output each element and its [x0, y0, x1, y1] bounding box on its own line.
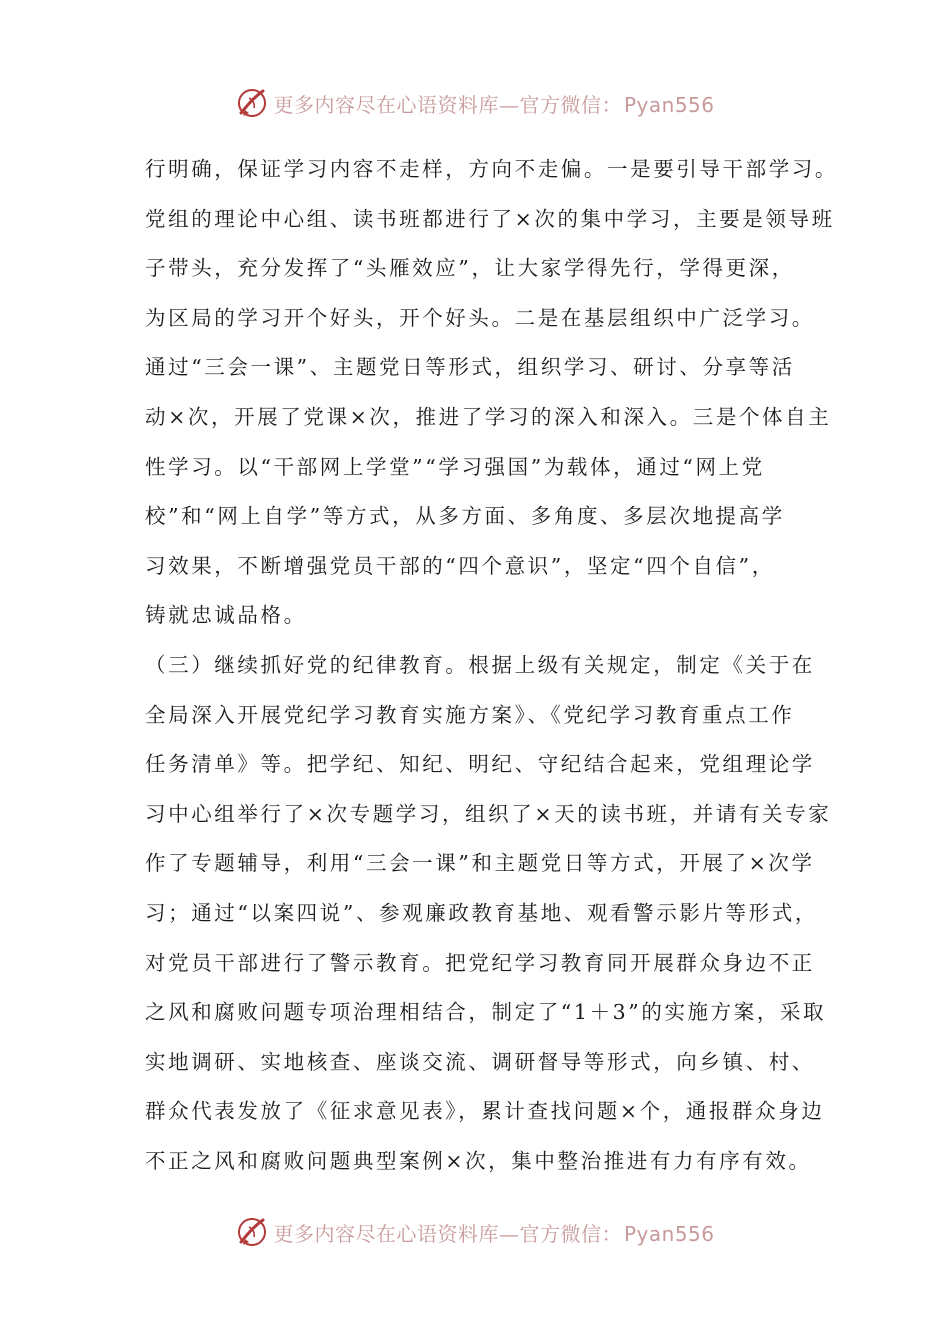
body-text-line: 铸就忠诚品格。 [145, 603, 307, 628]
watermark-text [273, 1218, 714, 1247]
header-watermark [0, 83, 950, 123]
body-text-line: 习中心组举行了×次专题学习，组织了×天的读书班，并请有关专家 [145, 801, 832, 826]
watermark-text [273, 89, 714, 118]
body-text-line: 实地调研、实地核查、座谈交流、调研督导等形式，向乡镇、村、 [145, 1049, 815, 1074]
body-text-line: 不正之风和腐败问题典型案例×次，集中整治推进有力有序有效。 [145, 1148, 812, 1173]
body-text-line: 为区局的学习开个好头，开个好头。二是在基层组织中广泛学习。 [145, 305, 815, 330]
body-text-line: 习；通过“以案四说”、参观廉政教育基地、观看警示影片等形式， [145, 900, 818, 925]
body-text-line: 子带头，充分发挥了“头雁效应”，让大家学得先行，学得更深， [145, 256, 795, 281]
pen-logo-icon [235, 86, 269, 120]
body-text-line: 校”和“网上自学”等方式，从多方面、多角度、多层次地提高学 [145, 504, 785, 529]
body-text-line: 党组的理论中心组、读书班都进行了×次的集中学习，主要是领导班 [145, 206, 835, 231]
body-text-line: 之风和腐败问题专项治理相结合，制定了“1＋3”的实施方案，采取 [145, 1000, 827, 1025]
footer-watermark [0, 1212, 950, 1252]
body-text-line: 习效果，不断增强党员干部的“四个意识”，坚定“四个自信”， [145, 553, 775, 578]
pen-logo-icon [235, 1215, 269, 1249]
body-text-line: 全局深入开展党纪学习教育实施方案》、《党纪学习教育重点工作 [145, 702, 795, 727]
body-text-line: 行明确，保证学习内容不走样，方向不走偏。一是要引导干部学习。 [145, 157, 838, 181]
watermark-prefix: 更多内容尽在心语资料库—官方微信： [273, 1221, 622, 1246]
body-text-line: 对党员干部进行了警示教育。把党纪学习教育同开展群众身边不正 [145, 950, 815, 975]
body-text-line: （三）继续抓好党的纪律教育。根据上级有关规定，制定《关于在 [145, 652, 815, 677]
watermark-account: Pyan556 [623, 92, 715, 117]
body-text-line: 性学习。以“干部网上学堂”“学习强国”为载体，通过“网上党 [145, 454, 765, 479]
body-text-line: 任务清单》等。把学纪、知纪、明纪、守纪结合起来，党组理论学 [145, 752, 815, 777]
watermark-prefix: 更多内容尽在心语资料库—官方微信： [273, 92, 622, 117]
body-text-line: 动×次，开展了党课×次，推进了学习的深入和深入。三是个体自主 [145, 404, 832, 429]
body-text-line: 作了专题辅导，利用“三会一课”和主题党日等方式，开展了×次学 [145, 851, 815, 876]
body-text-line: 群众代表发放了《征求意见表》，累计查找问题×个，通报群众身边 [145, 1099, 825, 1124]
watermark-account: Pyan556 [623, 1221, 715, 1246]
body-text-line: 通过“三会一课”、主题党日等形式，组织学习、研讨、分享等活 [145, 355, 795, 380]
document-body [145, 145, 838, 1186]
